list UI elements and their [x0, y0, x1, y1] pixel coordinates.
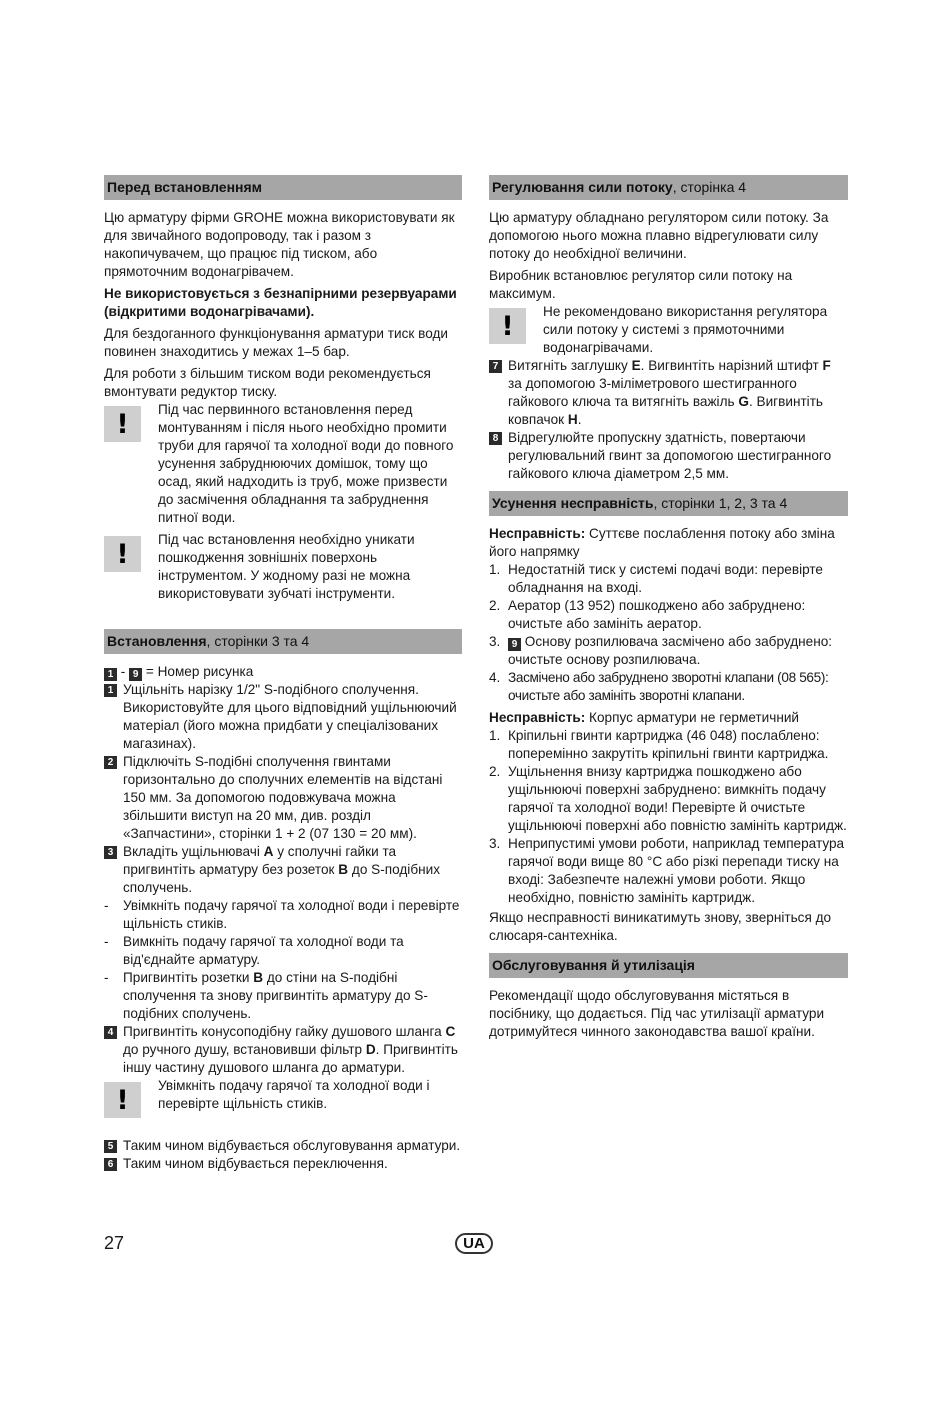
- language-badge: UA: [455, 1233, 493, 1254]
- fault-item: 3. 9 Основу розпилювача засмічено або забруднено: очистьте основу розпилювача.: [489, 634, 833, 667]
- warning-text: Під час первинного встановлення перед монтуванням і після нього необхідно промити труби для гарячої та холодної води до повного усунення забруднюючих домішок, тому що осад, який надходить із труб, може призвести до засмічення обладнання та забруднення питної води.: [158, 402, 454, 525]
- section-header-troubleshooting: Усунення несправність, сторінки 1, 2, 3 та 4: [489, 491, 848, 516]
- warning-text: Під час встановлення необхідно уникати пошкодження зовнішніх поверхонь інструментом. У жодному разі не можна використовувати зубчаті інструменти.: [158, 532, 415, 601]
- install-step-2: 2 Підключіть S-подібні сполучення гвинтами горизонтально до сполучних елементів на відстані 150 мм. За допомогою подовжувача можна збільшити виступ на 20 мм, див. розділ «Запчастини», сторінки 1 + 2 (07 130 = 20 мм).: [104, 753, 462, 843]
- fault-item: 1. Кріпильні гвинти картриджа (46 048) послаблено: поперемінно закрутіть кріпильні гвинти картриджа.: [489, 728, 829, 761]
- figure-legend: 1 - 9 = Номер рисунка: [104, 663, 462, 681]
- paragraph: Для бездоганного функціонування арматури тиск води повинен знаходитись у межах 1–5 бар.: [104, 326, 448, 359]
- paragraph-bold: Не використовується з безнапірними резервуарами (відкритими водонагрівачами).: [104, 286, 457, 319]
- install-substep: - Пригвинтіть розетки B до стіни на S-подібні сполучення та знову пригвинтіть арматуру до S-подібних сполучень.: [104, 970, 428, 1021]
- right-column: [489, 175, 848, 1045]
- install-step-4: 4 Пригвинтіть конусоподібну гайку душового шланга C до ручного душу, встановивши фільтр D. Пригвинтіть іншу частину душового шланга до арматури.: [104, 1023, 462, 1077]
- install-step-5: 5 Таким чином відбувається обслуговування арматури.: [104, 1137, 462, 1155]
- page-number: 27: [104, 1233, 125, 1253]
- section-header-flow-regulation: Регулювання сили потоку, сторінка 4: [489, 175, 848, 200]
- warning-note: [489, 303, 848, 357]
- warning-note: [104, 1077, 462, 1121]
- warning-note: [104, 401, 462, 527]
- flow-step-8: 8 Відрегулюйте пропускну здатність, повертаючи регулювальний гвинт за допомогою шестигранного гайкового ключа діаметром 2,5 мм.: [489, 429, 848, 483]
- paragraph: Рекомендації щодо обслуговування містяться в посібнику, що додається. Під час утилізації арматури дотримуйтеся чинного законодавства вашої країни.: [489, 988, 825, 1039]
- paragraph: Якщо несправності виникатимуть знову, зверніться до слюсаря-сантехніка.: [489, 910, 832, 943]
- fault-heading: Несправність: Корпус арматури не герметичний: [489, 710, 800, 725]
- section-header-installation: Встановлення, сторінки 3 та 4: [104, 629, 462, 654]
- install-step-3: 3 Вкладіть ущільнювачі A у сполучні гайки та пригвинтіть арматуру без розеток B до S-подібних сполучень.: [104, 843, 462, 897]
- fault-item: 1. Недостатній тиск у системі подачі води: перевірте обладнання на вході.: [489, 562, 823, 595]
- section-header-maintenance: Обслуговування й утилізація: [489, 953, 848, 978]
- fault-heading: Несправність: Суттєве послаблення потоку або зміна його напрямку: [489, 526, 835, 559]
- warning-text: Увімкніть подачу гарячої та холодної води і перевірте щільність стиків.: [158, 1078, 430, 1111]
- paragraph: Для роботи з більшим тиском води рекомендується вмонтувати редуктор тиску.: [104, 366, 431, 399]
- left-column: [104, 175, 462, 1173]
- exclamation-icon: !: [104, 536, 141, 572]
- flow-step-7: 7 Витягніть заглушку E. Вигвинтіть нарізний штифт F за допомогою 3-міліметрового шестигранного гайкового ключа та витягніть важіль G. Вигвинтіть ковпачок H.: [489, 357, 848, 429]
- exclamation-icon: !: [104, 1082, 141, 1118]
- install-step-1: 1 Ущільніть нарізку 1/2" S-подібного сполучення. Використовуйте для цього відповідний ущільнюючий матеріал (його можна придбати у спеціалізованих магазинах).: [104, 681, 462, 753]
- warning-text: Не рекомендовано використання регулятора сили потоку у системі з прямоточними водонагрівачами.: [543, 304, 828, 355]
- fault-item: 2. Аератор (13 952) пошкоджено або забруднено: очистьте або замініть аератор.: [489, 598, 806, 631]
- warning-note: [104, 531, 462, 603]
- fault-item: 2. Ущільнення внизу картриджа пошкоджено або ущільнюючі поверхні забруднено: вимкніть подачу гарячої та холодної води! Перевірте й очистьте ущільнюючі поверхні або повністю замініть картридж.: [489, 764, 847, 833]
- exclamation-icon: !: [104, 406, 141, 442]
- install-substep: - Вимкніть подачу гарячої та холодної води та від'єднайте арматуру.: [104, 934, 404, 967]
- exclamation-icon: !: [489, 308, 526, 344]
- paragraph: Цю арматуру обладнано регулятором сили потоку. За допомогою нього можна плавно відрегулювати силу потоку до необхідної величини.: [489, 210, 829, 261]
- paragraph: Цю арматуру фірми GROHE можна використовувати як для звичайного водопроводу, так і разом з накопичувачем, що працює під тиском, або прямоточним водонагрівачем.: [104, 210, 455, 279]
- install-substep: - Увімкніть подачу гарячої та холодної води і перевірте щільність стиків.: [104, 898, 460, 931]
- fault-item: 3. Неприпустимі умови роботи, наприклад температура гарячої води вище 80 °C або різкі перепади тиску на вході: Забезпечте належні умови роботи. Якщо необхідно, повністю замініть картридж.: [489, 836, 845, 905]
- fault-item: 4. Засмічено або забруднено зворотні клапани (08 565): очистьте або замініть зворотні клапани.: [489, 670, 829, 703]
- paragraph: Виробник встановлює регулятор сили потоку на максимум.: [489, 268, 793, 301]
- install-step-6: 6 Таким чином відбувається переключення.: [104, 1155, 462, 1173]
- section-header-before-install: Перед встановленням: [104, 175, 462, 200]
